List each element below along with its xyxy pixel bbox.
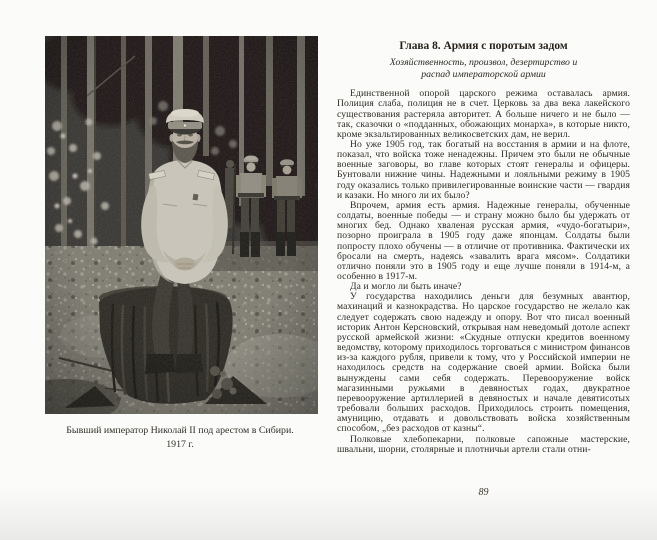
photo-caption-text: Бывший император Николай II под арестом в Сибири. xyxy=(66,425,294,436)
photo-nicholas-ii-under-arrest xyxy=(45,36,318,414)
page-number: 89 xyxy=(478,487,489,498)
body-paragraph: Полковые хлебопекарни, полковые сапожные мастерские, швальни, шорни, столярные и плотничьи артели стали отни- xyxy=(337,433,630,455)
right-page xyxy=(337,40,630,455)
chapter-title: Глава 8. Армия с поротым задом xyxy=(399,40,568,52)
body-paragraph: Но уже 1905 год, так богатый на восстания в армии и на флоте, показал, что войска тоже ненадежны. Причем это были не обычные военные заговоры, во главе которых стоят генералы и офицеры. Бунтовали нижние чины. Надежными и лояльными режиму в 1905 году оказались только привилегированные воинские части — гвардия и казаки. Но много ли их было? xyxy=(337,138,630,201)
body-paragraph: Единственной опорой царского режима оставалась армия. Полиция слаба, полиция не в счет. Церковь за два века лакейского существования растеряла авторитет. А больше ничего и не было — так, сказочки о «подданных, обожающих монарха», в которые никто, кроме экзальтированных великосветских дам, не верил. xyxy=(337,88,630,140)
photo-caption-year: 1917 г. xyxy=(166,438,194,450)
body-paragraph: У государства находились деньги для безумных авантюр, махинаций и казнокрадства. Но царское государство не желало как следует содержать свою надежду и опору. Вот что писал военный историк Антон Керсновский, открывая нам неведомый дотоле аспект русской армейской жизни: «Скудные отпуски кредитов военному ведомству, которому приходилось торговаться с министром финансов из-за каждого рубля, привели к тому, что у Российской империи не находилось средств на содержание своей армии. Войска были вынуждены сами себя содержать. Перевооружение войск магазинными ружьями в девяностых годах, двукратное перевооружение артиллерией в девяностых и начале девятисотых требовали больших расходов. Приходилось строить помещения, амуницию, отдавать и довольствовать войска хозяйственным способом, „без расходов от казны“. xyxy=(337,291,630,435)
grain-overlay xyxy=(45,36,318,414)
body-paragraph: Да и могло ли быть иначе? xyxy=(350,281,462,293)
chapter-subtitle: Хозяйственность, произвол, дезертирство и распад императорской армии xyxy=(389,57,578,80)
body-paragraph: Впрочем, армия есть армия. Надежные генералы, обученные солдаты, военные победы — и страну можно было бы удержать от многих бед. Однако хваленая русская армия, «чудо-богатыри», позорно проиграла в 1905 году даже японцам. Солдаты были попросту плохо обучены — в отличие от противника. Фактически их бросали на смерть, надеясь «завалить врага мясом». Солдатики отлично поняли это в 1905 году и еще лучше поняли в 1914-м, а особенно в 1917-м. xyxy=(337,199,630,282)
photo-caption xyxy=(30,424,330,451)
